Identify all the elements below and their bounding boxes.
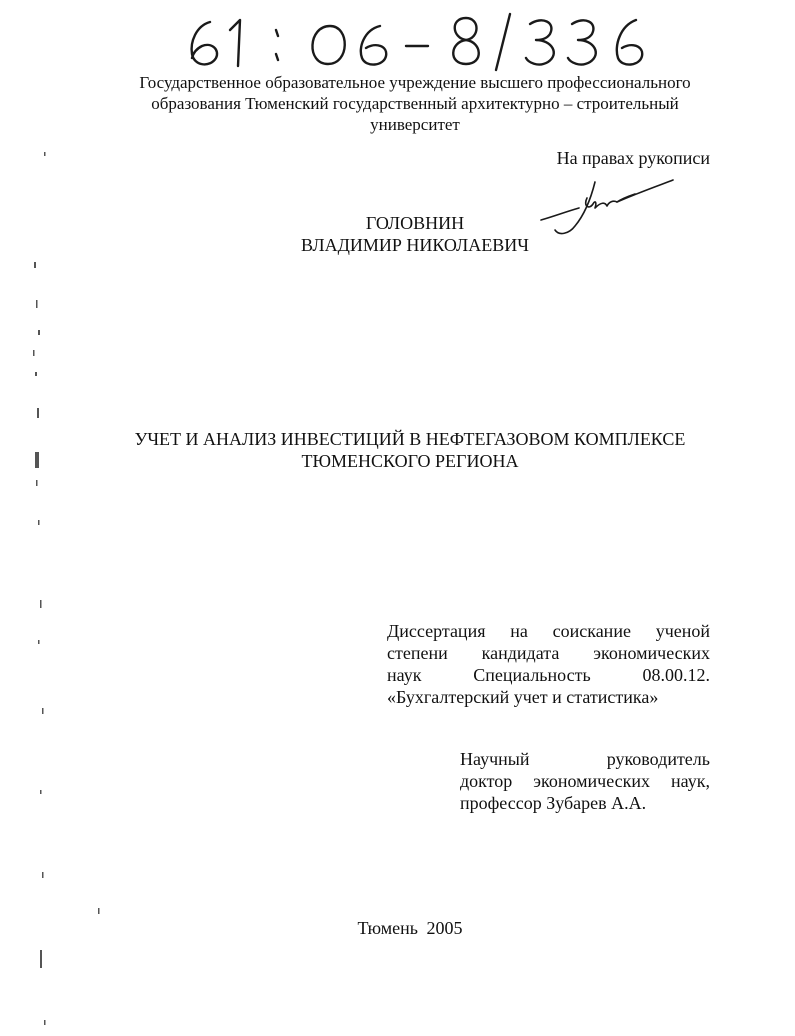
degree-info-word: кандидата xyxy=(481,643,560,663)
dissertation-title xyxy=(90,428,730,472)
handwritten-library-code xyxy=(180,8,660,74)
dissertation-degree-info xyxy=(387,620,710,708)
degree-info-word: соискание xyxy=(552,621,631,641)
degree-info-word: Диссертация xyxy=(387,621,486,641)
degree-info-word: на xyxy=(510,621,528,641)
institution-name xyxy=(110,72,720,135)
scan-noise xyxy=(0,0,120,1036)
degree-info-word: ученой xyxy=(655,621,710,641)
degree-info-line-2 xyxy=(387,642,710,664)
specialty-name: «Бухгалтерский учет и статистика» xyxy=(387,687,659,707)
supervisor-line-2 xyxy=(460,770,710,792)
manuscript-rights-note: На правах рукописи xyxy=(556,148,710,168)
supervisor-line-1 xyxy=(460,748,710,770)
supervisor-word: Научный xyxy=(460,749,530,769)
institution-line-2: образования Тюменский государственный архитектурно – строительный xyxy=(151,94,679,113)
year: 2005 xyxy=(426,918,463,938)
supervisor-word: доктор xyxy=(460,771,513,791)
degree-info-word: наук xyxy=(387,665,422,685)
degree-info-line-3 xyxy=(387,664,710,686)
author-surname: ГОЛОВНИН xyxy=(365,213,465,233)
institution-line-3: университет xyxy=(370,115,460,134)
city-and-year xyxy=(300,918,520,939)
supervisor-word: руководитель xyxy=(606,749,710,769)
author-given-names: ВЛАДИМИР НИКОЛАЕВИЧ xyxy=(301,235,529,255)
title-line-1: УЧЕТ И АНАЛИЗ ИНВЕСТИЦИЙ В НЕФТЕГАЗОВОМ КОМПЛЕКСЕ xyxy=(134,429,686,449)
supervisor-word: экономических xyxy=(533,771,651,791)
scientific-supervisor xyxy=(460,748,710,814)
degree-info-word: степени xyxy=(387,643,448,663)
degree-info-word: 08.00.12. xyxy=(642,665,710,685)
city: Тюмень xyxy=(357,918,419,938)
supervisor-word: наук, xyxy=(671,771,710,791)
degree-info-word: Специальность xyxy=(473,665,591,685)
institution-line-1: Государственное образовательное учреждение высшего профессионального xyxy=(139,73,691,92)
author-name xyxy=(250,212,580,256)
supervisor-name: профессор Зубарев А.А. xyxy=(460,793,647,813)
title-line-2: ТЮМЕНСКОГО РЕГИОНА xyxy=(301,451,519,471)
degree-info-word: экономических xyxy=(593,643,710,663)
degree-info-line-1 xyxy=(387,620,710,642)
